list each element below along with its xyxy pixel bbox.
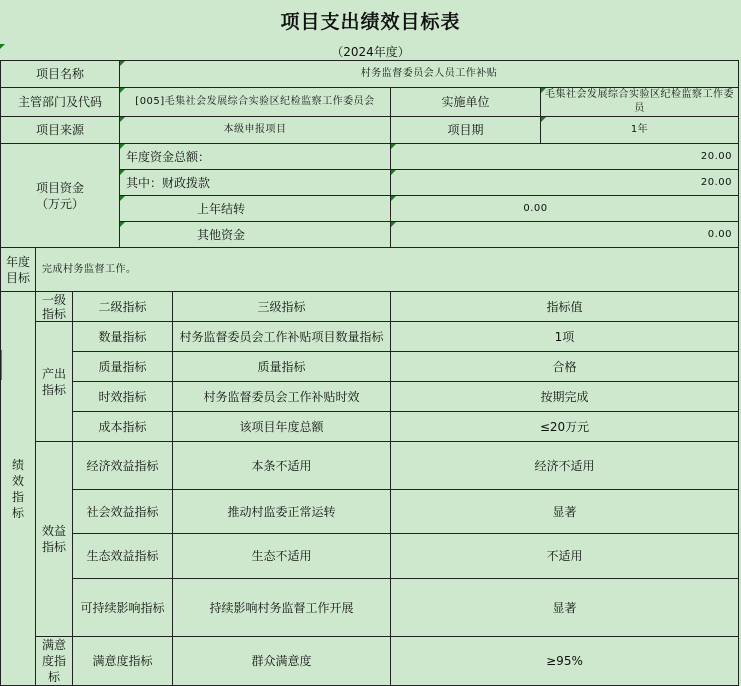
indicator-value[interactable]: 显著: [391, 579, 739, 637]
period-label: 项目期: [391, 117, 541, 144]
header-value: 指标值: [391, 292, 739, 322]
funds-other-label: 其他资金: [120, 222, 391, 248]
indicator-value[interactable]: ≥95%: [391, 637, 739, 686]
perf-indicator-label: 绩 效 指 标: [1, 292, 36, 686]
indicator-level2: 时效指标: [73, 382, 173, 412]
indicator-level3[interactable]: 村务监督委员会工作补贴项目数量指标: [173, 322, 391, 352]
indicator-value[interactable]: ≤20万元: [391, 412, 739, 442]
output-group-label: 产出 指标: [36, 322, 73, 442]
indicator-level2: 质量指标: [73, 352, 173, 382]
indicator-level2: 数量指标: [73, 322, 173, 352]
indicator-level2: 经济效益指标: [73, 442, 173, 490]
funds-fiscal-label: 其中：财政拨款: [120, 170, 391, 196]
funds-total-value[interactable]: 20.00: [391, 144, 739, 170]
source-value[interactable]: 本级申报项目: [120, 117, 391, 144]
header-level2: 二级指标: [73, 292, 173, 322]
impl-value[interactable]: 毛集社会发展综合实验区纪检监察工作委员: [541, 88, 739, 117]
header-level1: 一级 指标: [36, 292, 73, 322]
indicator-level3[interactable]: 村务监督委员会工作补贴时效: [173, 382, 391, 412]
annual-goal-label: 年度 目标: [1, 248, 36, 292]
indicator-level2: 社会效益指标: [73, 490, 173, 534]
funds-other-value[interactable]: 0.00: [391, 222, 739, 248]
project-name-value[interactable]: 村务监督委员会人员工作补贴: [120, 61, 739, 88]
indicator-level3[interactable]: 质量指标: [173, 352, 391, 382]
indicator-level2: 生态效益指标: [73, 534, 173, 579]
funds-carry-value[interactable]: 0.00: [391, 196, 739, 222]
indicator-level2: 成本指标: [73, 412, 173, 442]
project-name-label: 项目名称: [1, 61, 120, 88]
indicator-level3[interactable]: 群众满意度: [173, 637, 391, 686]
annual-goal-value[interactable]: 完成村务监督工作。: [36, 248, 739, 292]
satisfaction-group-label: 满意 度指 标: [36, 637, 73, 686]
indicator-level3[interactable]: 该项目年度总额: [173, 412, 391, 442]
indicator-level3[interactable]: 生态不适用: [173, 534, 391, 579]
indicator-value[interactable]: 经济不适用: [391, 442, 739, 490]
indicator-value[interactable]: 1项: [391, 322, 739, 352]
page-title: 项目支出绩效目标表: [280, 11, 461, 33]
impl-label: 实施单位: [391, 88, 541, 117]
indicator-value[interactable]: 合格: [391, 352, 739, 382]
indicator-level3[interactable]: 推动村监委正常运转: [173, 490, 391, 534]
year-label: （2024年度）: [331, 45, 410, 59]
indicator-value[interactable]: 按期完成: [391, 382, 739, 412]
dept-label: 主管部门及代码: [1, 88, 120, 117]
benefit-group-label: 效益 指标: [36, 442, 73, 637]
period-value[interactable]: 1年: [541, 117, 739, 144]
performance-goal-table: [0, 60, 739, 686]
indicator-level3[interactable]: 持续影响村务监督工作开展: [173, 579, 391, 637]
funds-carry-label: 上年结转: [120, 196, 391, 222]
header-level3: 三级指标: [173, 292, 391, 322]
funds-total-label: 年度资金总额：: [120, 144, 391, 170]
indicator-level2: 满意度指标: [73, 637, 173, 686]
dept-value[interactable]: [005]毛集社会发展综合实验区纪检监察工作委员会: [120, 88, 391, 117]
funds-label: 项目资金 （万元）: [1, 144, 120, 248]
indicator-level2: 可持续影响指标: [73, 579, 173, 637]
indicator-value[interactable]: 显著: [391, 490, 739, 534]
source-label: 项目来源: [1, 117, 120, 144]
funds-fiscal-value[interactable]: 20.00: [391, 170, 739, 196]
indicator-value[interactable]: 不适用: [391, 534, 739, 579]
indicator-level3[interactable]: 本条不适用: [173, 442, 391, 490]
